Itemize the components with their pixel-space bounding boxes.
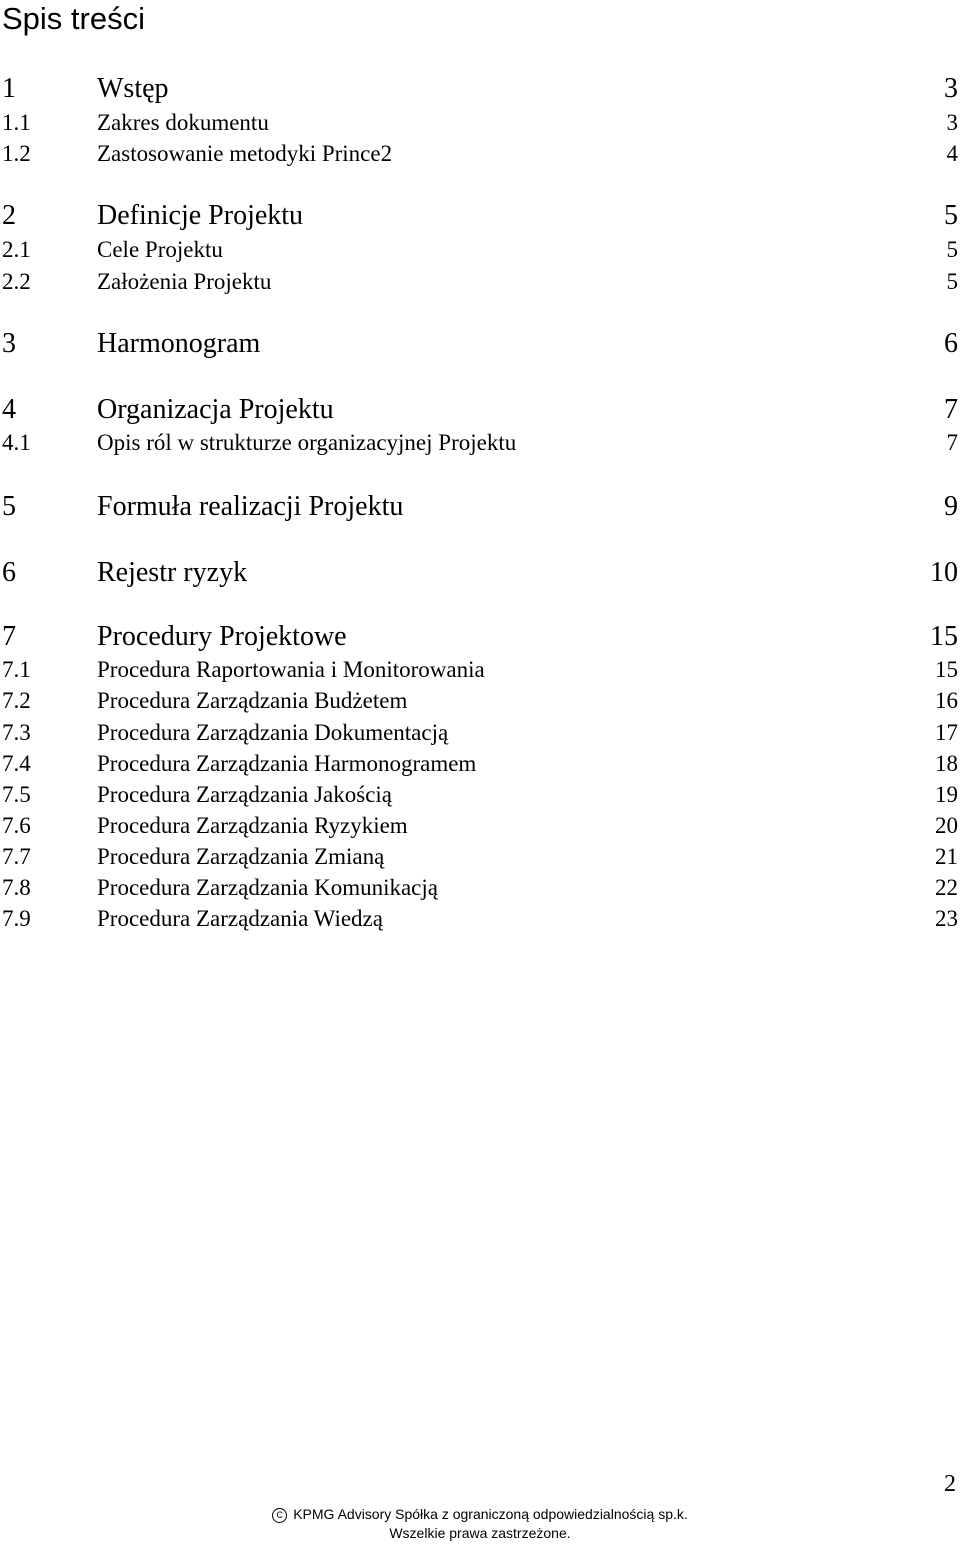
toc-entry-page: 22 <box>935 875 958 900</box>
toc-entry-number: 1.2 <box>2 141 31 166</box>
toc-entry-label: Procedura Zarządzania Jakością <box>97 782 393 807</box>
toc-entry-number: 7.6 <box>2 813 31 838</box>
toc-entry-number: 4 <box>2 394 16 425</box>
toc-entry-label: Organizacja Projektu <box>97 394 334 425</box>
toc-entry-page: 3 <box>944 73 958 104</box>
toc-entry-number: 7.5 <box>2 782 31 807</box>
toc-entry-page: 4 <box>946 141 958 166</box>
toc-subsection[interactable] <box>0 811 960 841</box>
toc-title: Spis treści <box>2 1 145 36</box>
toc-subsection[interactable] <box>0 267 960 297</box>
toc-entry-page: 17 <box>935 720 958 745</box>
toc-entry-number: 6 <box>2 557 16 588</box>
toc-subsection[interactable] <box>0 235 960 265</box>
footer <box>0 1505 960 1543</box>
toc-entry-page: 6 <box>944 328 958 359</box>
toc-entry-label: Procedura Zarządzania Ryzykiem <box>97 813 408 838</box>
toc-entry-number: 3 <box>2 328 16 359</box>
toc-entry-page: 15 <box>935 657 958 682</box>
toc-section[interactable] <box>0 393 960 427</box>
toc-section[interactable] <box>0 490 960 524</box>
toc-entry-number: 7 <box>2 621 16 652</box>
toc-entry-page: 5 <box>944 200 958 231</box>
toc-entry-label: Procedura Zarządzania Komunikacją <box>97 875 438 900</box>
toc-entry-page: 15 <box>930 621 958 652</box>
page-number: 2 <box>944 1471 956 1497</box>
toc-entry-number: 2.2 <box>2 269 31 294</box>
toc-entry-page: 7 <box>944 394 958 425</box>
copyright-icon: C <box>272 1508 287 1523</box>
toc-entry-number: 1 <box>2 73 16 104</box>
toc-subsection[interactable] <box>0 873 960 903</box>
toc-subsection[interactable] <box>0 108 960 138</box>
toc-entry-label: Zakres dokumentu <box>97 110 269 135</box>
toc-entry-page: 5 <box>946 237 958 262</box>
toc-entry-label: Procedura Raportowania i Monitorowania <box>97 657 485 682</box>
toc-entry-number: 7.7 <box>2 844 31 869</box>
toc-subsection[interactable] <box>0 428 960 458</box>
toc-entry-number: 1.1 <box>2 110 31 135</box>
toc-entry-page: 19 <box>935 782 958 807</box>
toc-entry-page: 3 <box>946 110 958 135</box>
toc-subsection[interactable] <box>0 655 960 685</box>
toc-subsection[interactable] <box>0 718 960 748</box>
toc-entry-page: 5 <box>946 269 958 294</box>
toc-entry-number: 4.1 <box>2 430 31 455</box>
toc-section[interactable] <box>0 620 960 654</box>
footer-company-line <box>0 1505 960 1524</box>
toc-subsection[interactable] <box>0 139 960 169</box>
toc-entry-label: Opis ról w strukturze organizacyjnej Projektu <box>97 430 517 455</box>
toc-entry-page: 18 <box>935 751 958 776</box>
toc-entry-page: 21 <box>935 844 958 869</box>
toc-entry-page: 16 <box>935 688 958 713</box>
toc-entry-number: 7.4 <box>2 751 31 776</box>
toc-subsection[interactable] <box>0 780 960 810</box>
toc-entry-label: Definicje Projektu <box>97 200 304 231</box>
toc-entry-label: Założenia Projektu <box>97 269 272 294</box>
toc-entry-label: Cele Projektu <box>97 237 223 262</box>
toc-entry-page: 9 <box>944 491 958 522</box>
toc-entry-label: Procedura Zarządzania Budżetem <box>97 688 408 713</box>
toc-entry-label: Procedura Zarządzania Zmianą <box>97 844 385 869</box>
toc-entry-number: 2 <box>2 200 16 231</box>
toc-entry-page: 10 <box>930 557 958 588</box>
toc-entry-number: 7.3 <box>2 720 31 745</box>
footer-rights: Wszelkie prawa zastrzeżone. <box>389 1525 571 1541</box>
toc-entry-label: Procedura Zarządzania Wiedzą <box>97 906 383 931</box>
toc-entry-label: Wstęp <box>97 73 169 104</box>
toc-entry-label: Procedura Zarządzania Dokumentacją <box>97 720 449 745</box>
toc-subsection[interactable] <box>0 842 960 872</box>
toc-entry-label: Zastosowanie metodyki Prince2 <box>97 141 393 166</box>
toc-section[interactable] <box>0 199 960 233</box>
toc-section[interactable] <box>0 556 960 590</box>
toc-subsection[interactable] <box>0 686 960 716</box>
toc-subsection[interactable] <box>0 904 960 934</box>
toc-entry-label: Formuła realizacji Projektu <box>97 491 404 522</box>
toc-entry-number: 7.1 <box>2 657 31 682</box>
footer-company: KPMG Advisory Spółka z ograniczoną odpowiedzialnością sp.k. <box>293 1506 688 1522</box>
toc-entry-number: 7.9 <box>2 906 31 931</box>
toc-entry-label: Procedury Projektowe <box>97 621 347 652</box>
toc-subsection[interactable] <box>0 749 960 779</box>
toc-entry-page: 7 <box>946 430 958 455</box>
toc-section[interactable] <box>0 327 960 361</box>
toc-entry-number: 7.8 <box>2 875 31 900</box>
toc-entry-label: Harmonogram <box>97 328 261 359</box>
toc-entry-page: 23 <box>935 906 958 931</box>
toc-entry-number: 5 <box>2 491 16 522</box>
toc-section[interactable] <box>0 72 960 106</box>
toc-entry-number: 2.1 <box>2 237 31 262</box>
toc-entry-page: 20 <box>935 813 958 838</box>
toc-entry-label: Rejestr ryzyk <box>97 557 248 588</box>
toc-entry-label: Procedura Zarządzania Harmonogramem <box>97 751 477 776</box>
toc-entry-number: 7.2 <box>2 688 31 713</box>
